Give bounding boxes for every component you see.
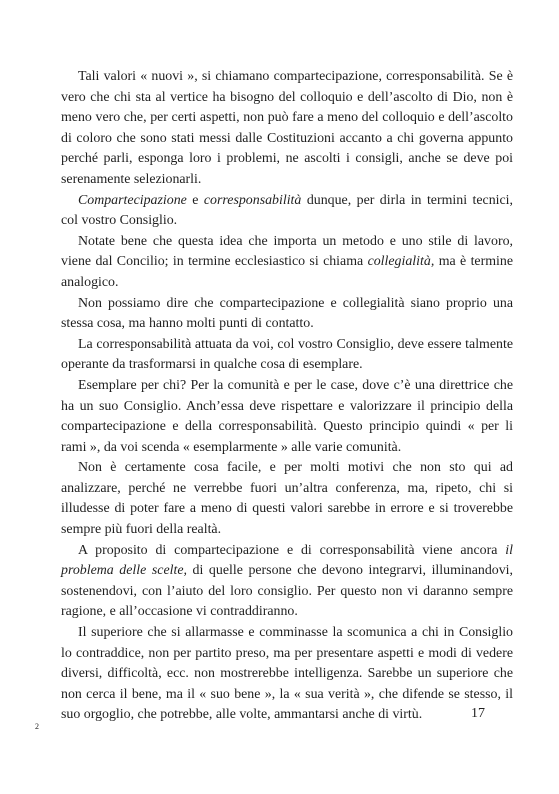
paragraph [61, 458, 513, 540]
paragraph-text: e [186, 192, 204, 208]
paragraph [61, 67, 513, 191]
paragraph [61, 376, 513, 458]
paragraph [61, 232, 513, 294]
paragraph-text: Il superiore che si allarmasse e comminasse la scomunica a chi in Consiglio lo contraddice, non per partito preso, ma per presentare aspetti e modi di vedere diversi, difficoltà, ecc. non mostrerebbe intelligenza. Sarebbe un superiore che non cerca il bene, ma il « suo bene », la « sua verità », che difende se stesso, il suo orgoglio, che potrebbe, alle volte, ammantarsi anche di virtù. [61, 625, 513, 723]
italic-text: il problema delle scelte, [61, 542, 513, 579]
paragraph-text: di quelle persone che devono integrarvi, illuminandovi, sostenendovi, con l’aiuto del loro consiglio. Per questo non vi daranno sempre ragione, e all’occasione vi contraddiranno. [61, 563, 513, 620]
paragraph-text: Esemplare per chi? Per la comunità e per le case, dove c’è una direttrice che ha un suo Consiglio. Anch’essa deve rispettare e valorizzare il principio della compartecipazione e della corresponsabilità. Questo principio quindi « per li rami », da voi scenda « esemplarmente » alle varie comunità. [61, 377, 513, 455]
italic-text: corresponsabilità [203, 192, 302, 208]
paragraph-text: La corresponsabilità attuata da voi, col vostro Consiglio, deve essere talmente operante da trasformarsi in qualche cosa di esemplare. [61, 336, 513, 373]
paragraph-text: A proposito di compartecipazione e di corresponsabilità viene ancora [78, 542, 506, 558]
paragraph [61, 541, 513, 623]
body-text [61, 67, 513, 726]
paragraph-text: Tali valori « nuovi », si chiamano compartecipazione, corresponsabilità. Se è vero che chi sta al vertice ha bisogno del colloquio e dell’ascolto di Dio, non è meno vero che, per certi aspetti, non può fare a meno del colloquio e dell’ascolto di coloro che sono stati messi dalle Costituzioni accanto a chi governa appunto perché parli, esponga loro i problemi, ne ascolti i consigli, anche se deve poi serenamente selezionarli. [61, 69, 513, 187]
paragraph-text: dunque, per dirla in termini tecnici, col vostro Consiglio. [61, 192, 513, 229]
paragraph-text: Notate bene che questa idea che importa un metodo e uno stile di lavoro, viene dal Concilio; in termine ecclesiastico si chiama [61, 233, 513, 270]
paragraph-text: Non possiamo dire che compartecipazione e collegialità siano proprio una stessa cosa, ma hanno molti punti di contatto. [61, 295, 513, 332]
italic-text: Compartecipazione [78, 192, 187, 208]
paragraph [61, 191, 513, 232]
paragraph [61, 623, 513, 726]
paragraph [61, 335, 513, 376]
paragraph-text: Non è certamente cosa facile, e per molti motivi che non sto qui ad analizzare, perché ne verrebbe fuori un’altra conferenza, ma, ripeto, chi si illudesse di poter fare a meno di questi valori sarebbe in errore e si troverebbe sempre più fuori della realtà. [61, 460, 513, 538]
signature-mark: 2 [35, 722, 39, 731]
paragraph-text: ma è termine analogico. [61, 254, 514, 290]
page-number: 17 [471, 706, 485, 721]
italic-text: collegialità, [367, 254, 435, 270]
paragraph [61, 294, 513, 335]
